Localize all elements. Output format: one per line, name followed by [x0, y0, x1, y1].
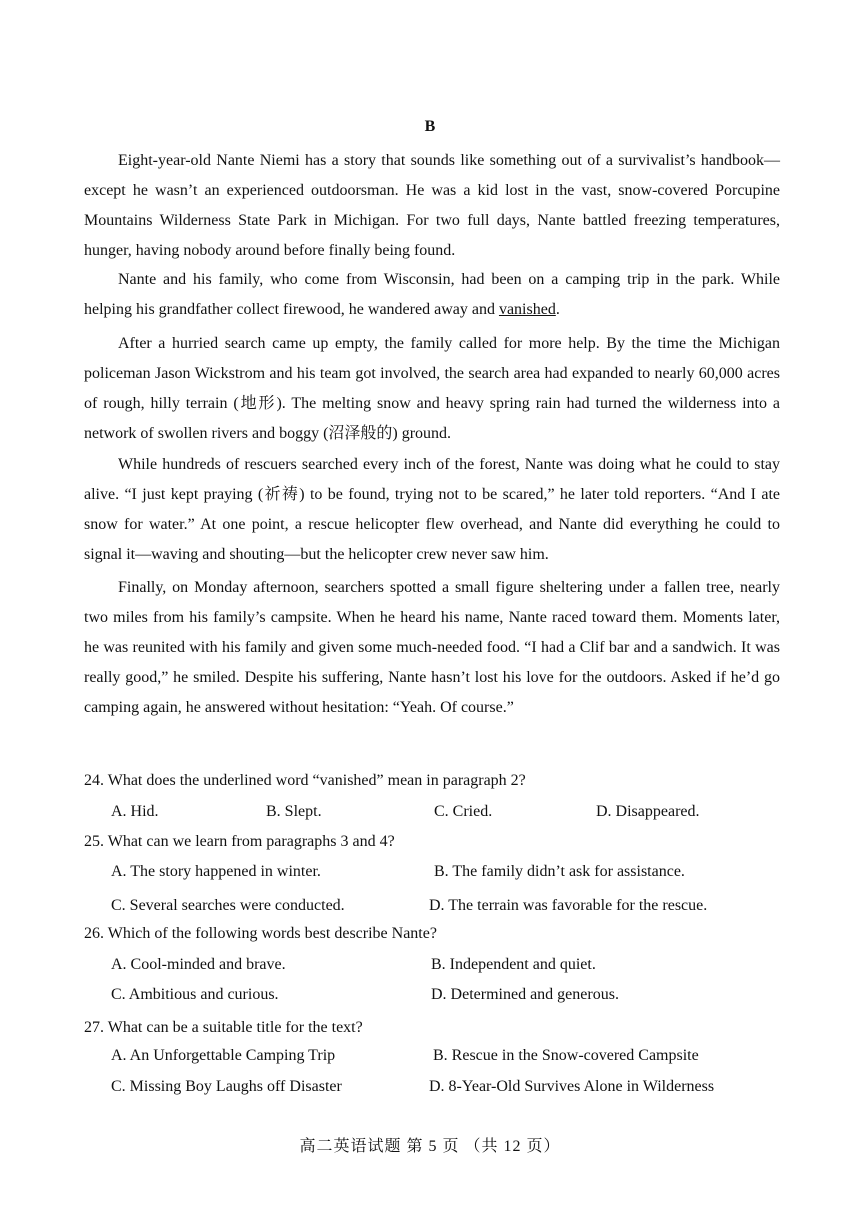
q25-option-c: C. Several searches were conducted. [111, 897, 345, 914]
q27-option-c: C. Missing Boy Laughs off Disaster [111, 1078, 342, 1095]
q26-option-c: C. Ambitious and curious. [111, 986, 279, 1003]
q27-option-b: B. Rescue in the Snow-covered Campsite [433, 1047, 699, 1064]
underlined-word: vanished [498, 301, 556, 318]
q26-option-d: D. Determined and generous. [431, 986, 619, 1003]
paragraph-2-text: Nante and his family, who come from Wisconsin, had been on a camping trip in the park. While helping his grandfather collect firewood, he wandered away and [84, 271, 780, 318]
q26-option-b: B. Independent and quiet. [431, 956, 596, 973]
q24-option-c: C. Cried. [434, 803, 493, 820]
q24-option-a: A. Hid. [111, 803, 159, 820]
paragraph-2-end: . [555, 301, 560, 318]
q27-option-a: A. An Unforgettable Camping Trip [111, 1047, 336, 1064]
question-25: 25. What can we learn from paragraphs 3 and 4? [84, 833, 395, 850]
q24-option-d: D. Disappeared. [596, 803, 700, 820]
question-27: 27. What can be a suitable title for the text? [84, 1019, 363, 1036]
q25-option-a: A. The story happened in winter. [111, 863, 321, 880]
q26-option-a: A. Cool-minded and brave. [111, 956, 286, 973]
section-heading: B [424, 118, 436, 135]
q24-option-b: B. Slept. [266, 803, 322, 820]
q25-option-b: B. The family didn’t ask for assistance. [434, 863, 685, 880]
page-footer: 高二英语试题 第 5 页 （共 12 页） [299, 1138, 561, 1155]
question-26: 26. Which of the following words best describe Nante? [84, 925, 437, 942]
q27-option-d: D. 8-Year-Old Survives Alone in Wilderness [429, 1078, 715, 1095]
passage-paragraph-2 [84, 265, 780, 325]
question-24: 24. What does the underlined word “vanished” mean in paragraph 2? [84, 772, 526, 789]
q25-option-d: D. The terrain was favorable for the rescue. [429, 897, 708, 914]
passage-paragraph-5: Finally, on Monday afternoon, searchers spotted a small figure sheltering under a fallen tree, nearly two miles from his family’s campsite. When he heard his name, Nante raced toward them. Moments later, he was reunited with his family and given some much-needed food. “I had a Clif bar and a sandwich. It was really good,” he smiled. Despite his suffering, Nante hasn’t lost his love for the outdoors. Asked if he’d go camping again, he answered without hesitation: “Yeah. Of course.” [84, 579, 780, 716]
passage-paragraph-1: Eight-year-old Nante Niemi has a story that sounds like something out of a survivalist’s handbook—except he wasn’t an experienced outdoorsman. He was a kid lost in the vast, snow-covered Porcupine Mountains Wilderness State Park in Michigan. For two full days, Nante battled freezing temperatures, hunger, having nobody around before finally being found. [84, 152, 780, 259]
passage-paragraph-4: While hundreds of rescuers searched every inch of the forest, Nante was doing what he could to stay alive. “I just kept praying (祈祷) to be found, trying not to be scared,” he later told reporters. “And I ate snow for water.” At one point, a rescue helicopter flew overhead, and Nante did everything he could to signal it—waving and shouting—but the helicopter crew never saw him. [84, 456, 780, 563]
passage-paragraph-3: After a hurried search came up empty, the family called for more help. By the time the Michigan policeman Jason Wickstrom and his team got involved, the search area had expanded to nearly 60,000 acres of rough, hilly terrain (地形). The melting snow and heavy spring rain had turned the wilderness into a network of swollen rivers and boggy (沼泽般的) ground. [84, 335, 780, 442]
